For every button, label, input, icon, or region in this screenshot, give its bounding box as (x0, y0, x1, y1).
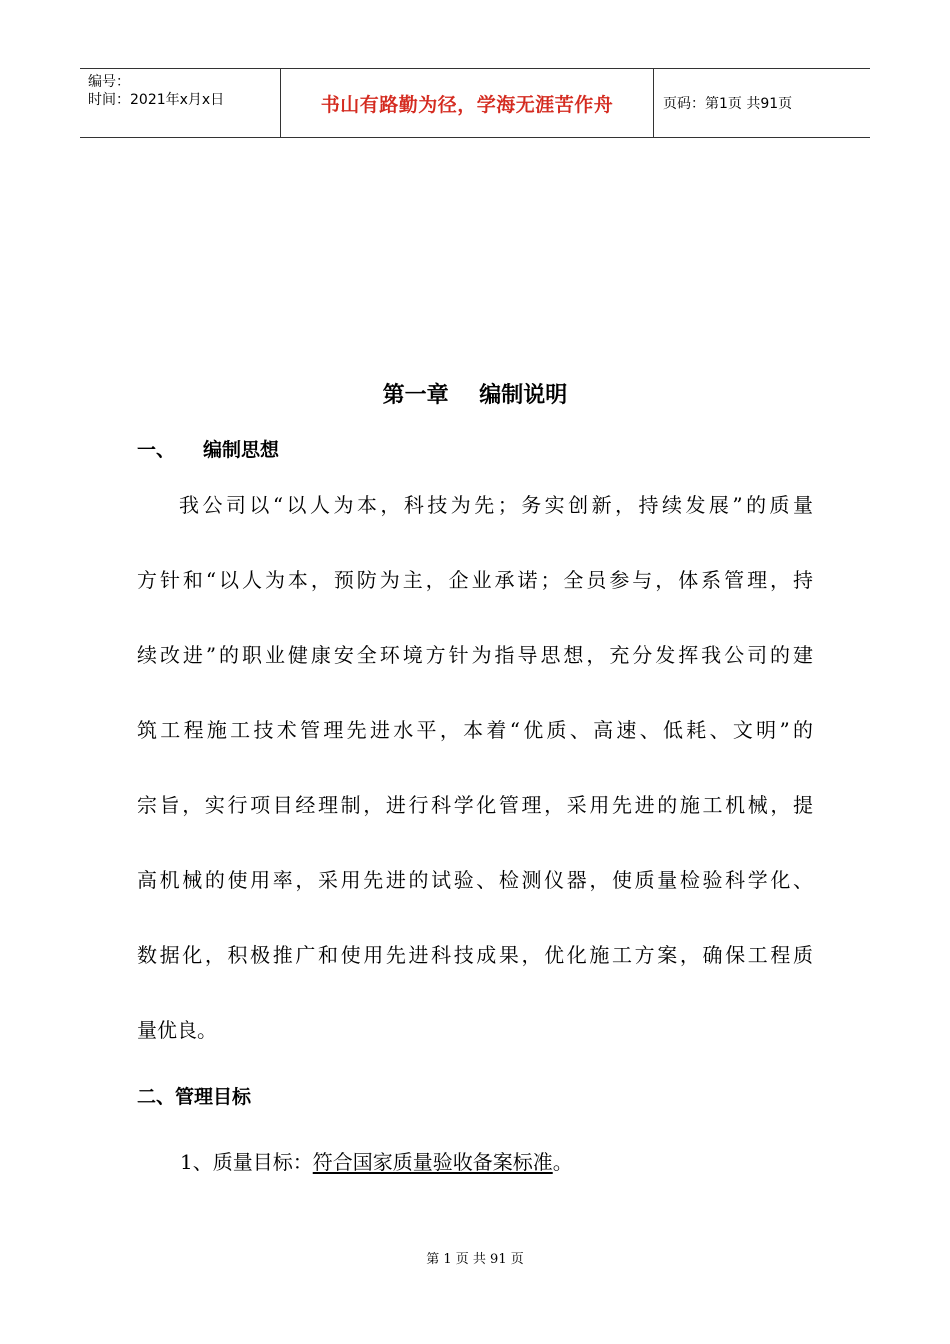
section-number: 一、 (137, 439, 176, 461)
page-header (80, 68, 870, 138)
header-motto-cell (281, 69, 654, 137)
paragraph-line: 筑工程施工技术管理先进水平，本着“优质、高速、低耗、文明”的 (137, 718, 813, 742)
chapter-title: 第一章 编制说明 (382, 383, 568, 408)
paragraph-line: 高机械的使用率，采用先进的试验、检测仪器，使质量检验科学化、 (137, 868, 813, 892)
header-page-info: 页码：第1页 共91页 (663, 96, 793, 112)
goal-label: 1、质量目标： (180, 1150, 313, 1174)
page-footer (0, 1248, 950, 1267)
section-heading-1 (137, 435, 279, 462)
paragraph-line: 宗旨，实行项目经理制，进行科学化管理，采用先进的施工机械，提 (137, 793, 813, 817)
paragraph-line: 我公司以“以人为本，科技为先；务实创新，持续发展”的质量 (179, 493, 813, 517)
paragraph-line: 数据化，积极推广和使用先进科技成果，优化施工方案，确保工程质 (137, 943, 813, 967)
paragraph-line: 量优良。 (137, 1018, 217, 1042)
quality-goal (180, 1146, 573, 1175)
paragraph-line: 方针和“以人为本，预防为主，企业承诺；全员参与，体系管理，持 (137, 568, 813, 592)
section1-paragraph (137, 493, 817, 1093)
goal-value: 符合国家质量验收备案标准 (312, 1150, 553, 1174)
header-meta (80, 69, 281, 137)
header-page-cell (654, 69, 870, 137)
section-heading-2: 二、管理目标 (137, 1086, 252, 1108)
doc-number-label: 编号： (88, 74, 130, 90)
goal-suffix: 。 (552, 1150, 573, 1174)
section-title: 编制思想 (203, 439, 280, 461)
paragraph-line: 续改进”的职业健康安全环境方针为指导思想，充分发挥我公司的建 (137, 643, 813, 667)
time-label: 时间：2021年x月x日 (88, 92, 225, 108)
footer-page-number: 第 1 页 共 91 页 (426, 1252, 524, 1267)
header-motto: 书山有路勤为径，学海无涯苦作舟 (320, 93, 614, 116)
